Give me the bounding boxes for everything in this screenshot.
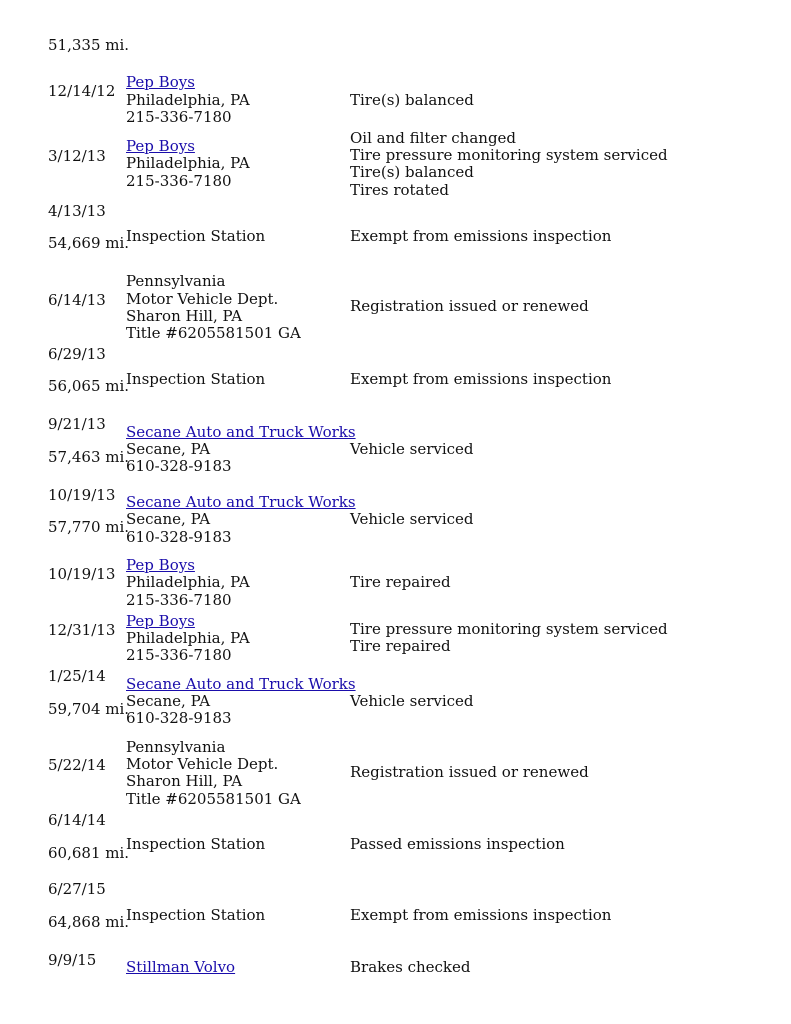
shop-link[interactable]: Pep Boys [126, 73, 195, 91]
agency-city: Sharon Hill, PA [126, 307, 243, 325]
service-detail: Tires rotated [350, 181, 449, 199]
title-number: Title #6205581501 GA [126, 324, 301, 342]
record-date: 1/25/14 [48, 667, 106, 685]
shop-city: Philadelphia, PA [126, 91, 250, 109]
service-detail: Tire(s) balanced [350, 91, 474, 109]
record-date: 6/27/15 [48, 880, 106, 898]
record-date: 6/29/13 [48, 345, 106, 363]
record-date: 12/14/12 [48, 82, 116, 100]
shop-link[interactable]: Pep Boys [126, 556, 195, 574]
service-detail: Tire repaired [350, 573, 451, 591]
shop-phone: 215-336-7180 [126, 646, 232, 664]
record-mileage: 59,704 mi. [48, 700, 130, 718]
shop-name: Inspection Station [126, 227, 266, 245]
service-detail: Vehicle serviced [350, 440, 474, 458]
shop-link[interactable]: Secane Auto and Truck Works [126, 493, 356, 511]
record-date: 10/19/13 [48, 565, 116, 583]
service-detail: Vehicle serviced [350, 510, 474, 528]
record-mileage: 54,669 mi. [48, 234, 130, 252]
record-date: 10/19/13 [48, 486, 116, 504]
shop-phone: 215-336-7180 [126, 108, 232, 126]
record-date: 9/21/13 [48, 415, 106, 433]
agency-city: Sharon Hill, PA [126, 772, 243, 790]
shop-city: Philadelphia, PA [126, 154, 250, 172]
record-date: 3/12/13 [48, 147, 106, 165]
agency-dept: Motor Vehicle Dept. [126, 755, 279, 773]
shop-city: Philadelphia, PA [126, 629, 250, 647]
record-date: 12/31/13 [48, 621, 116, 639]
service-detail: Registration issued or renewed [350, 297, 589, 315]
record-date: 4/13/13 [48, 202, 106, 220]
record-date: 5/22/14 [48, 756, 106, 774]
record-mileage: 51,335 mi. [48, 36, 130, 54]
record-date: 6/14/13 [48, 291, 106, 309]
service-detail: Registration issued or renewed [350, 763, 589, 781]
record-mileage: 64,868 mi. [48, 913, 130, 931]
service-detail: Exempt from emissions inspection [350, 906, 612, 924]
service-detail: Oil and filter changed [350, 129, 517, 147]
record-mileage: 56,065 mi. [48, 377, 130, 395]
service-detail: Tire pressure monitoring system serviced [350, 620, 668, 638]
service-detail: Tire(s) balanced [350, 163, 474, 181]
record-mileage: 60,681 mi. [48, 844, 130, 862]
shop-phone: 215-336-7180 [126, 591, 232, 609]
service-detail: Passed emissions inspection [350, 835, 565, 853]
agency-name: Pennsylvania [126, 272, 226, 290]
title-number: Title #6205581501 GA [126, 790, 301, 808]
agency-dept: Motor Vehicle Dept. [126, 290, 279, 308]
shop-city: Secane, PA [126, 510, 211, 528]
record-mileage: 57,770 mi. [48, 518, 130, 536]
service-detail: Vehicle serviced [350, 692, 474, 710]
shop-name: Inspection Station [126, 370, 266, 388]
record-date: 9/9/15 [48, 951, 97, 969]
service-detail: Exempt from emissions inspection [350, 370, 612, 388]
shop-link[interactable]: Secane Auto and Truck Works [126, 675, 356, 693]
shop-link[interactable]: Stillman Volvo [126, 958, 236, 976]
shop-city: Secane, PA [126, 692, 211, 710]
shop-name: Inspection Station [126, 835, 266, 853]
record-date: 6/14/14 [48, 811, 106, 829]
shop-city: Philadelphia, PA [126, 573, 250, 591]
record-mileage: 57,463 mi. [48, 448, 130, 466]
shop-phone: 610-328-9183 [126, 457, 232, 475]
shop-phone: 215-336-7180 [126, 172, 232, 190]
shop-link[interactable]: Secane Auto and Truck Works [126, 423, 356, 441]
shop-link[interactable]: Pep Boys [126, 137, 195, 155]
service-detail: Tire repaired [350, 637, 451, 655]
shop-name: Inspection Station [126, 906, 266, 924]
service-detail: Exempt from emissions inspection [350, 227, 612, 245]
service-detail: Brakes checked [350, 958, 471, 976]
shop-phone: 610-328-9183 [126, 709, 232, 727]
service-detail: Tire pressure monitoring system serviced [350, 146, 668, 164]
shop-link[interactable]: Pep Boys [126, 612, 195, 630]
shop-city: Secane, PA [126, 440, 211, 458]
agency-name: Pennsylvania [126, 738, 226, 756]
shop-phone: 610-328-9183 [126, 528, 232, 546]
